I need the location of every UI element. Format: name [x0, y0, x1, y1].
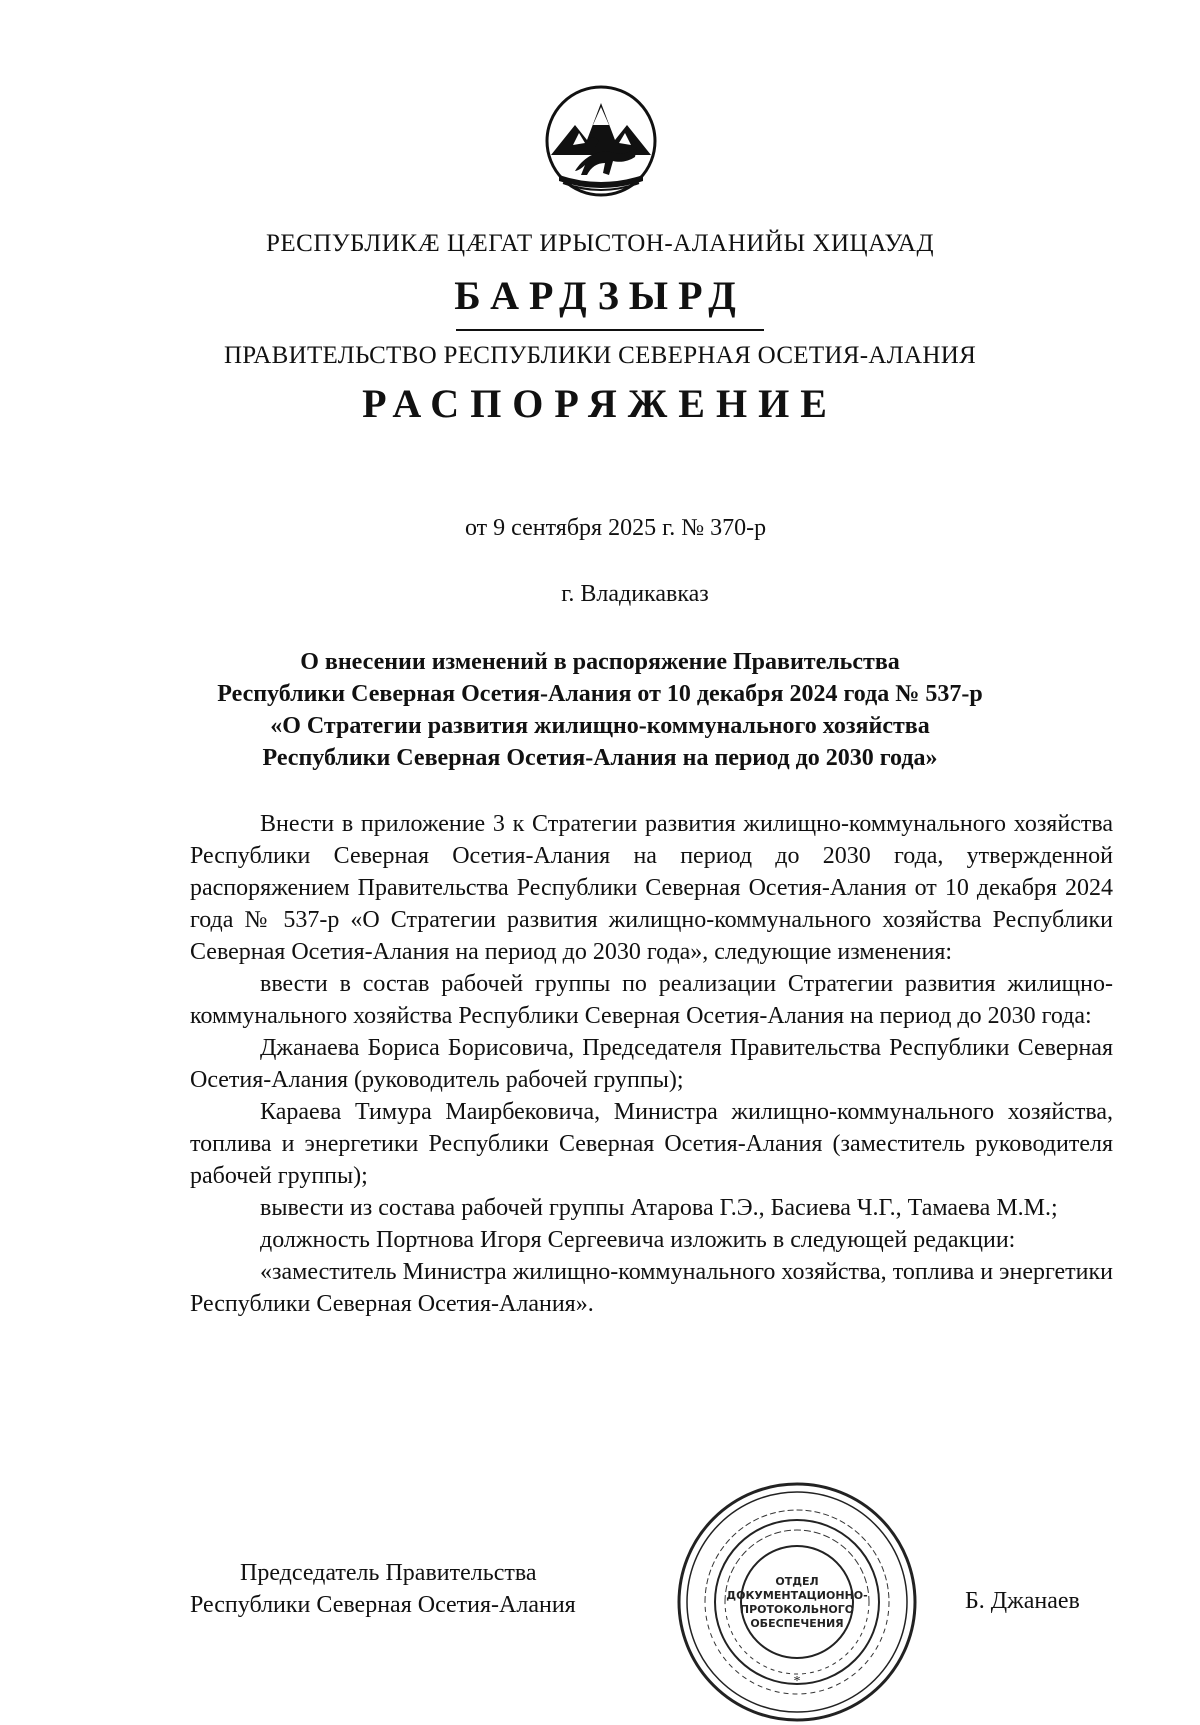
title-line: Республики Северная Осетия-Алания от 10 декабря 2024 года № 537-р [217, 681, 983, 707]
title-line: «О Стратегии развития жилищно-коммунального хозяйства [270, 713, 930, 739]
body-paragraph: ввести в состав рабочей группы по реализации Стратегии развития жилищно-коммунального хозяйства Республики Северная Осетия-Алания на период до 2030 года: [190, 971, 1113, 1029]
svg-text:*: * [793, 1674, 801, 1689]
title-line: О внесении изменений в распоряжение Правительства [300, 649, 900, 675]
signatory-position-line: Председатель Правительства [240, 1560, 537, 1586]
document-title [0, 646, 1200, 774]
svg-text:ОБЕСПЕЧЕНИЯ: ОБЕСПЕЧЕНИЯ [750, 1617, 844, 1630]
title-line: Республики Северная Осетия-Алания на период до 2030 года» [262, 745, 938, 771]
body-paragraph: Караева Тимура Маирбековича, Министра жилищно-коммунального хозяйства, топлива и энергетики Республики Северная Осетия-Алания (заместитель руководителя рабочей группы); [190, 1099, 1113, 1189]
svg-text:ОТДЕЛ: ОТДЕЛ [775, 1575, 819, 1588]
official-stamp-icon [675, 1480, 920, 1725]
header-divider [456, 329, 764, 331]
coat-of-arms-icon [545, 85, 657, 197]
document-city: г. Владикавказ [561, 581, 709, 607]
svg-text:ПРОТОКОЛЬНОГО: ПРОТОКОЛЬНОГО [739, 1603, 855, 1616]
signatory-name: Б. Джанаев [965, 1588, 1080, 1614]
signatory-position [190, 1557, 576, 1621]
body-paragraph: «заместитель Министра жилищно-коммунального хозяйства, топлива и энергетики Республики Северная Осетия-Алания». [190, 1259, 1113, 1317]
document-body [190, 808, 1113, 1320]
svg-text:ДОКУМЕНТАЦИОННО-: ДОКУМЕНТАЦИОННО- [726, 1589, 868, 1602]
body-paragraph: Внести в приложение 3 к Стратегии развития жилищно-коммунального хозяйства Республики Северная Осетия-Алания на период до 2030 года, утвержденной распоряжением Правительства Республики Северная Осетия-Алания от 10 декабря 2024 года № 537-р «О Стратегии развития жилищно-коммунального хозяйства Республики Северная Осетия-Алания на период до 2030 года», следующие изменения: [190, 811, 1113, 965]
body-paragraph: вывести из состава рабочей группы Атарова Г.Э., Басиева Ч.Г., Тамаева М.М.; [260, 1195, 1058, 1221]
header-ossetian-title: РЕСПУБЛИКÆ ЦÆГАТ ИРЫСТОН-АЛАНИЙЫ ХИЦАУАД [265, 230, 935, 257]
header-ossetian-doc-type: БАРДЗЫРД [454, 273, 746, 318]
header-russian-title: ПРАВИТЕЛЬСТВО РЕСПУБЛИКИ СЕВЕРНАЯ ОСЕТИЯ-АЛАНИЯ [223, 342, 977, 369]
header-russian-doc-type: РАСПОРЯЖЕНИЕ [362, 381, 838, 426]
signatory-position-line: Республики Северная Осетия-Алания [190, 1592, 576, 1618]
document-date-number: от 9 сентября 2025 г. № 370-р [465, 515, 767, 541]
body-paragraph: Джанаева Бориса Борисовича, Председателя Правительства Республики Северная Осетия-Алания (руководитель рабочей группы); [190, 1035, 1113, 1093]
body-paragraph: должность Портнова Игоря Сергеевича изложить в следующей редакции: [260, 1227, 1016, 1253]
